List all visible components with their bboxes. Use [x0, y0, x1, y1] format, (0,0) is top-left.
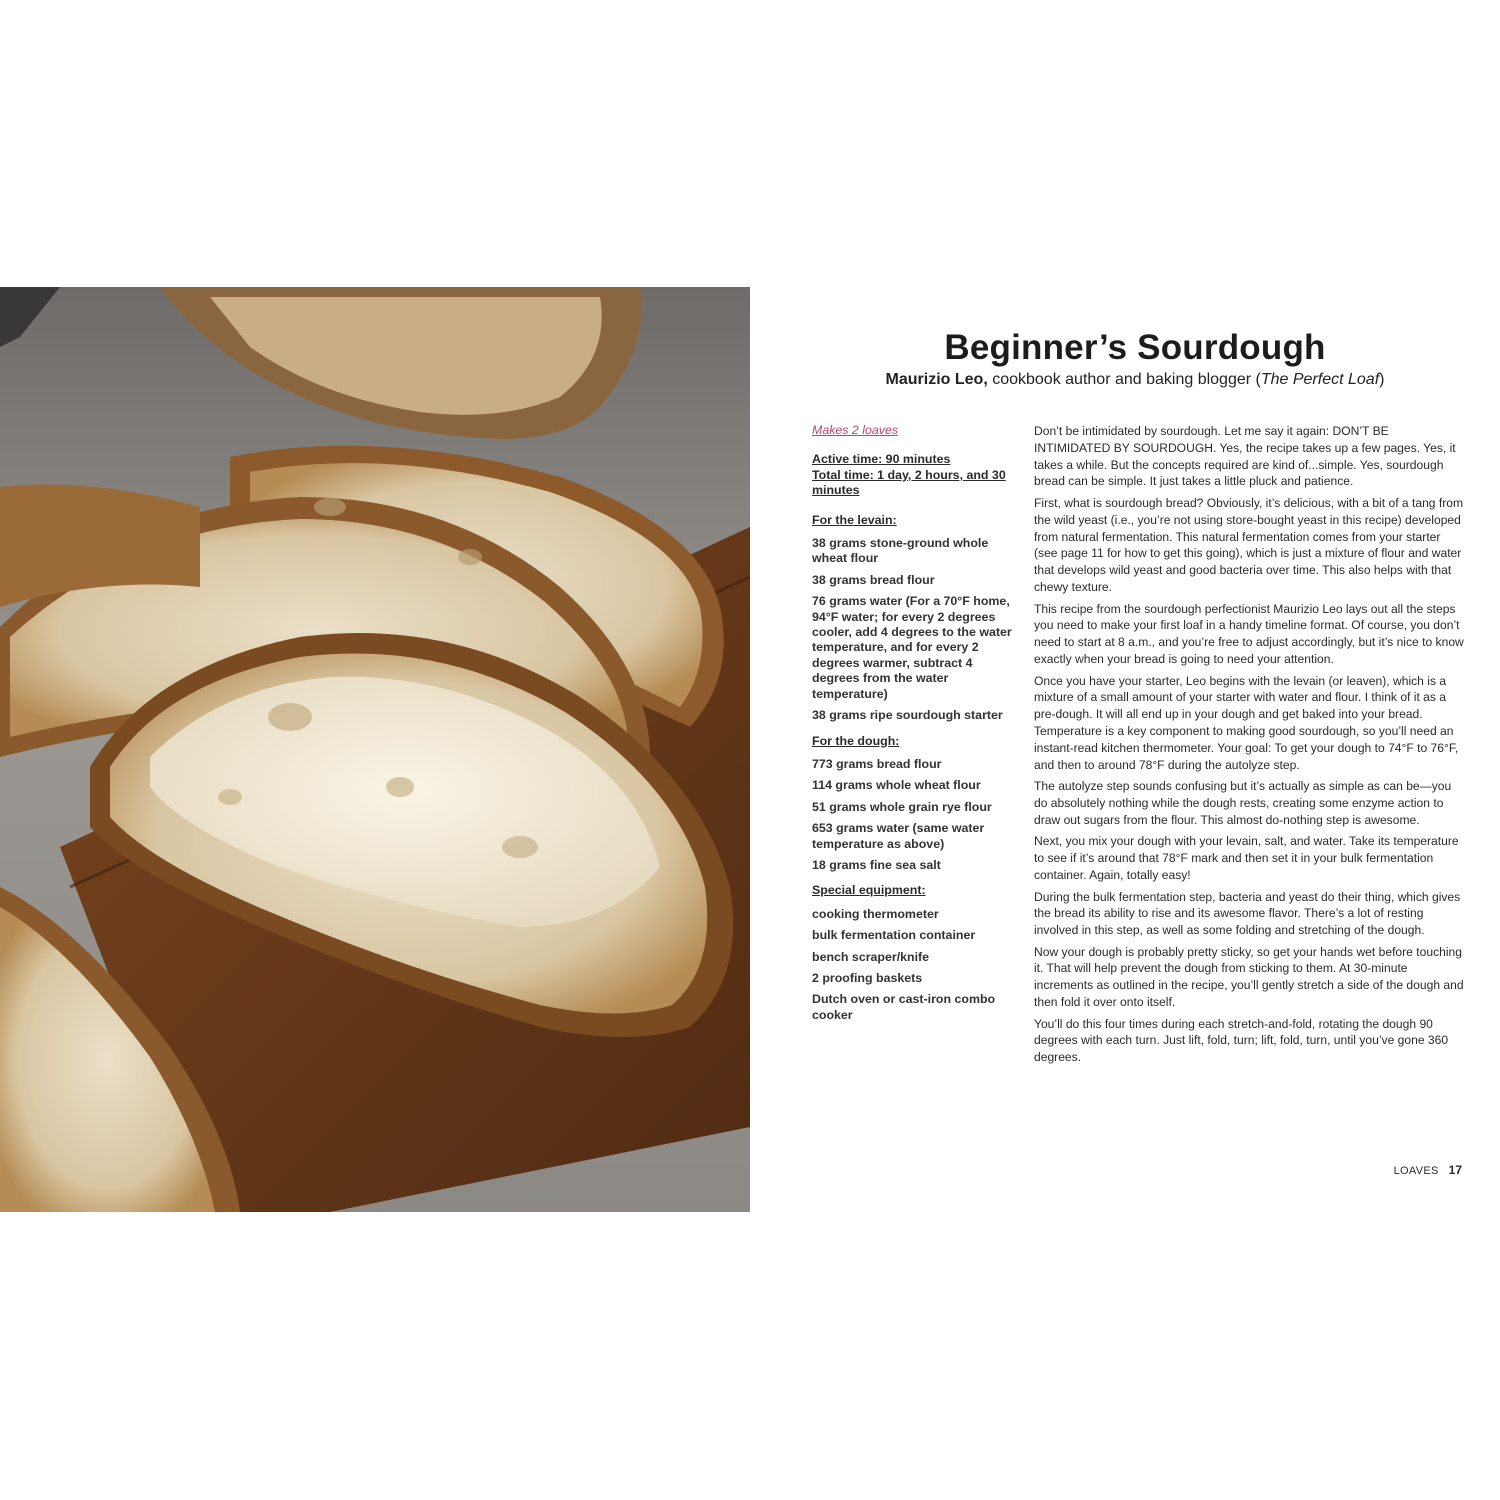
equipment-heading: Special equipment: [812, 883, 926, 898]
ingredient-item: 76 grams water (For a 70°F home, 94°F water; for every 2 degrees cooler, add 4 degrees to the water temperature, and for every 2 degrees warmer, subtract 4 degrees from the water temperature) [812, 594, 1012, 701]
author-role: cookbook author and baking blogger ( [987, 371, 1261, 388]
author-name: Maurizio Leo, [885, 371, 988, 388]
body-paragraph: Once you have your starter, Leo begins with the levain (or leaven), which is a mixture of a small amount of your starter with water and flour. I think of it as a pre-dough. It will all end up in your dough and get baked into your bread. Temperature is a key component to making good sourdough, so you’ll need an instant-read kitchen thermometer. Your goal: To get your dough to 74°F to 76°F, and then to around 78°F during the autolyze step. [1034, 673, 1459, 772]
time-info [812, 452, 1022, 498]
body-paragraph: The autolyze step sounds confusing but it’s actually as simple as can be—you do absolutely nothing while the dough rests, creating some enzyme action to draw out sugars from the flour. This almost do-nothing step is awesome. [1034, 779, 1452, 827]
ingredient-item: 114 grams whole wheat flour [812, 778, 981, 793]
ingredient-item: 773 grams bread flour [812, 756, 942, 771]
body-paragraph: During the bulk fermentation step, bacteria and yeast do their thing, which gives the bread its ability to rise and its awesome flavor. There’s a lot of resting involved in this step, as well as some folding and stretching of the dough. [1034, 889, 1461, 938]
ingredient-item: 38 grams ripe sourdough starter [812, 708, 1003, 723]
body-paragraph: Don’t be intimidated by sourdough. Let me say it again: DON’T BE INTIMIDATED BY SOURDOUGH. Yes, the recipe takes up a few pages. Yes, it takes a while. But the concepts required are kind of...simple. Yes, sourdough bread can be simple. It just takes a little pluck and patience. [1034, 424, 1456, 489]
page-number: 17 [1448, 1163, 1462, 1177]
body-paragraph: Next, you mix your dough with your levain, salt, and water. Take its temperature to see if it’s around that 78°F mark and then set it in your bulk fermentation container. Again, totally easy! [1034, 834, 1459, 882]
yield-note: Makes 2 loaves [812, 423, 899, 437]
equipment-item: bulk fermentation container [812, 928, 976, 943]
equipment-item: cooking thermometer [812, 906, 939, 921]
ingredients-sidebar [812, 423, 1022, 1033]
equipment-list [812, 907, 1022, 1023]
equipment-item: Dutch oven or cast-iron combo cooker [812, 992, 996, 1022]
ingredient-item: 38 grams stone-ground whole wheat flour [812, 536, 989, 566]
levain-heading: For the levain: [812, 512, 897, 527]
intro-text [1034, 423, 1466, 1071]
bread-illustration [0, 287, 750, 1212]
ingredient-item: 18 grams fine sea salt [812, 857, 941, 872]
levain-list [812, 536, 1022, 723]
active-time: Active time: 90 minutes [812, 452, 951, 467]
body-paragraph: Now your dough is probably pretty sticky, so get your hands wet before touching it. That will help prevent the dough from sticking to them. At 30-minute increments as outlined in the recipe, you’ll gently stretch a side of the dough and then fold it over onto itself. [1034, 944, 1464, 1010]
recipe-title: Beginner’s Sourdough [944, 328, 1326, 367]
body-paragraph: You’ll do this four times during each stretch-and-fold, rotating the dough 90 degrees with each turn. Just lift, fold, turn; lift, fold, turn, until you’ve gone 360 degrees. [1034, 1016, 1449, 1065]
body-paragraph: This recipe from the sourdough perfectionist Maurizio Leo lays out all the steps you need to make your first loaf in a handy timeline format. Of course, you don’t need to start at 8 a.m., and you’re free to adjust accordingly, but it’s nice to know exactly when your bread is going to need your attention. [1034, 601, 1464, 666]
ingredient-item: 38 grams bread flour [812, 572, 935, 587]
sourdough-photo [0, 287, 750, 1212]
recipe-byline [820, 371, 1450, 389]
ingredient-item: 51 grams whole grain rye flour [812, 799, 992, 814]
dough-list [812, 757, 1022, 873]
dough-heading: For the dough: [812, 733, 900, 748]
publication-name: The Perfect Loaf [1260, 371, 1380, 388]
total-time: Total time: 1 day, 2 hours, and 30 minutes [812, 467, 1006, 498]
ingredient-item: 653 grams water (same water temperature as above) [812, 821, 985, 851]
body-paragraph: First, what is sourdough bread? Obviously, it’s delicious, with a bit of a tang from the wild yeast (i.e., you’re not using store-bought yeast in this recipe) developed from natural fermentation. This natural fermentation comes from your starter (see page 11 for how to get this going), which is just a mixture of flour and water that develops wild yeast and good bacteria over time. This also helps with that chewy texture. [1034, 495, 1464, 594]
equipment-item: bench scraper/knife [812, 949, 930, 964]
page-footer [1394, 1163, 1462, 1177]
byline-closing: ) [1379, 371, 1385, 388]
equipment-item: 2 proofing baskets [812, 970, 923, 985]
section-name: LOAVES [1393, 1165, 1439, 1177]
